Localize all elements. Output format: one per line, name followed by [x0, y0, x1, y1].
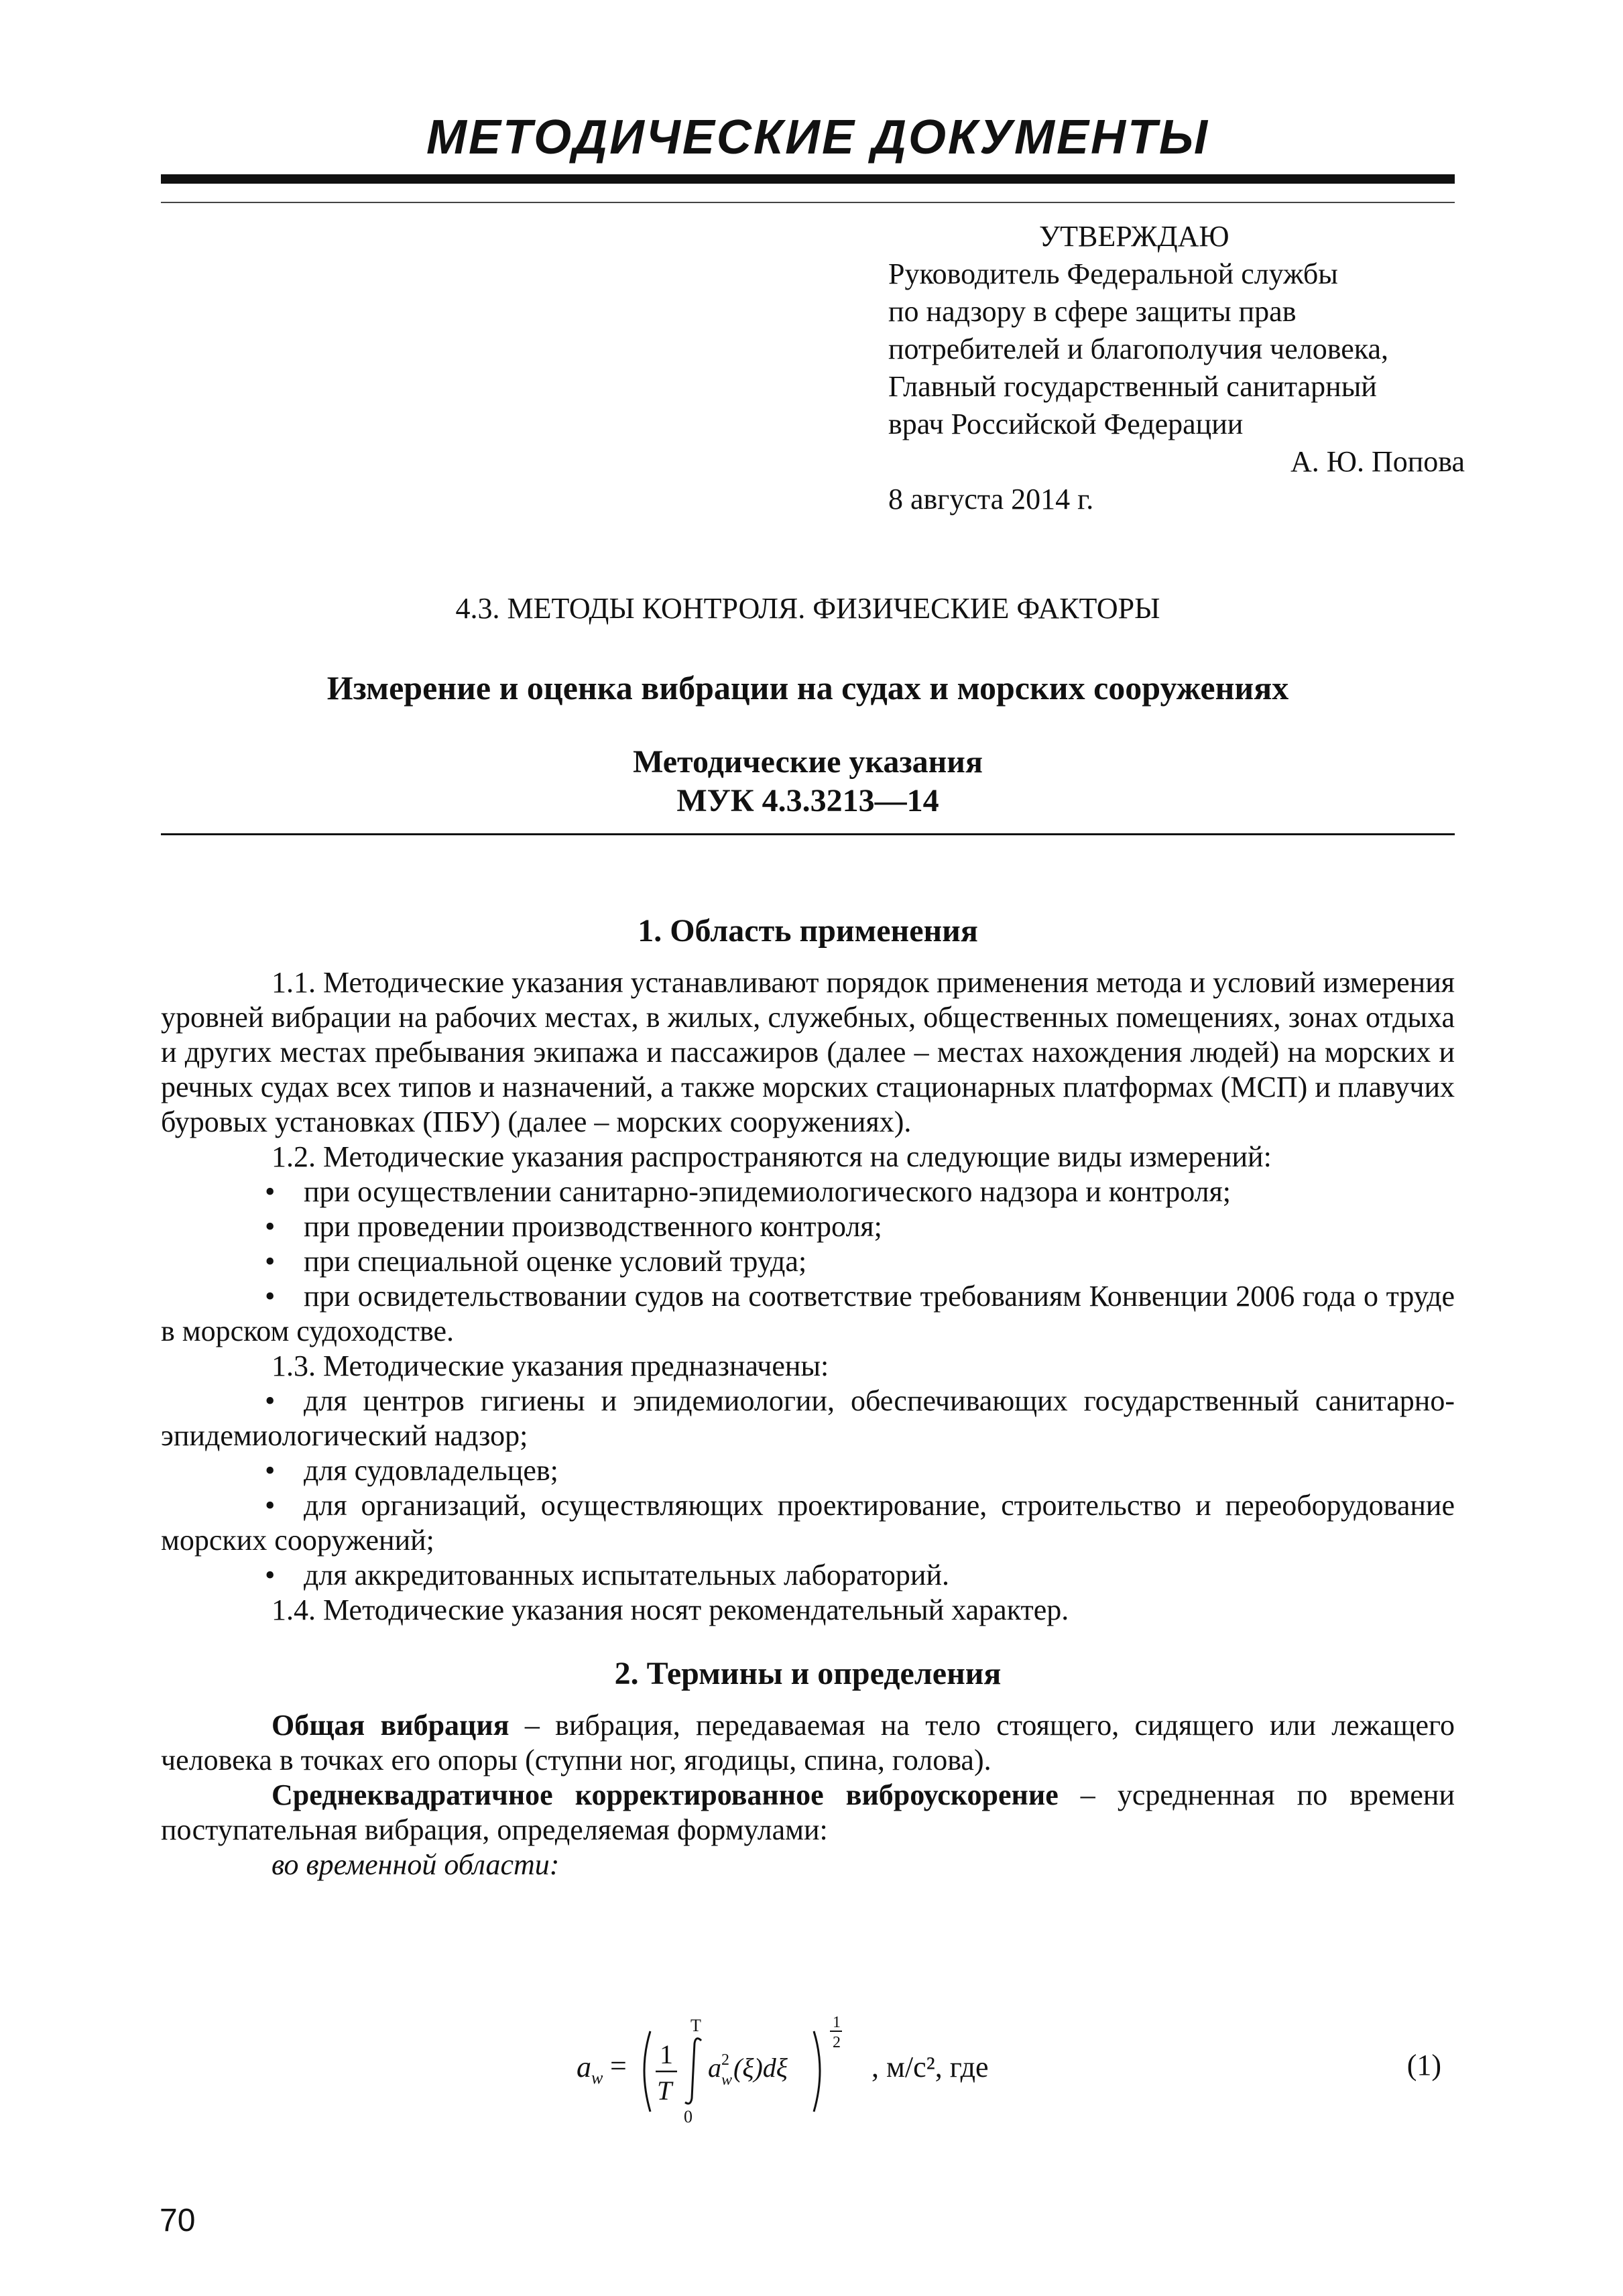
formula-lhs: a [577, 2051, 591, 2083]
header-rule-thin [161, 202, 1455, 203]
paragraph-1-4: 1.4. Методические указания носят рекомендательный характер. [272, 1593, 1069, 1626]
document-code: МУК 4.3.3213—14 [676, 783, 939, 819]
integrand-argument: (ξ)dξ [733, 2053, 788, 2083]
fraction-denominator: T [657, 2075, 672, 2106]
integral-sign [685, 2039, 701, 2104]
approval-line: Главный государственный санитарный [888, 370, 1377, 403]
formula-1 [577, 2011, 1455, 2132]
document-title: Измерение и оценка вибрации на судах и морских сооружениях [326, 669, 1289, 707]
header-rule-thick [161, 174, 1455, 184]
document-type: Методические указания [633, 744, 983, 780]
left-parenthesis [644, 2031, 650, 2112]
list-item: • для аккредитованных испытательных лабораторий. [161, 1558, 1455, 1593]
formula-units: , м/с², где [871, 2051, 989, 2083]
list-item: • для центров гигиены и эпидемиологии, обеспечивающих государственный санитарно-эпидемиологический надзор; [161, 1384, 1455, 1453]
formula-expression [577, 2011, 871, 2132]
approval-heading: УТВЕРЖДАЮ [1039, 220, 1229, 253]
approval-date: 8 августа 2014 г. [888, 483, 1094, 516]
definition-rms-acceleration [161, 1778, 1455, 1848]
list-item: • для организаций, осуществляющих проектирование, строительство и переоборудование морских сооружений; [161, 1488, 1455, 1558]
definition-general-vibration [161, 1708, 1455, 1778]
section-code: 4.3. МЕТОДЫ КОНТРОЛЯ. ФИЗИЧЕСКИЕ ФАКТОРЫ [455, 592, 1160, 625]
document-subtitle [161, 743, 1455, 821]
exponent-numerator: 1 [833, 2014, 841, 2031]
approval-line: Руководитель Федеральной службы [888, 257, 1338, 290]
section-2-heading: 2. Термины и определения [614, 1656, 1002, 1691]
approval-block [888, 218, 1465, 518]
list-item: • при специальной оценке условий труда; [161, 1244, 1455, 1279]
list-item: • при осуществлении санитарно-эпидемиологического надзора и контроля; [161, 1174, 1455, 1209]
approval-line: по надзору в сфере защиты прав [888, 295, 1297, 328]
journal-section-header: МЕТОДИЧЕСКИЕ ДОКУМЕНТЫ [426, 111, 1209, 164]
definition-text: – вибрация, передаваемая на тело стоящего, сидящего или лежащего человека в точках его опоры (ступни ног, ягодицы, спина, голова). [161, 1709, 1455, 1776]
section-gap [161, 1628, 1455, 1654]
list-item: • при освидетельствовании судов на соответствие требованиям Конвенции 2006 года о труде в морском судоходстве. [161, 1279, 1455, 1349]
integrand: a [708, 2053, 721, 2083]
integrand-subscript: w [721, 2071, 733, 2089]
term-general-vibration: Общая вибрация [272, 1709, 509, 1742]
integral-lower-limit: 0 [684, 2107, 693, 2126]
section-1-heading: 1. Область применения [638, 913, 978, 949]
fraction-numerator: 1 [660, 2039, 673, 2069]
exponent-denominator: 2 [833, 2034, 841, 2051]
list-item: • для судовладельцев; [161, 1453, 1455, 1488]
page-number: 70 [160, 2203, 196, 2238]
paragraph-1-2: 1.2. Методические указания распространяются на следующие виды измерений: [272, 1140, 1272, 1173]
formula-lhs-subscript: w [591, 2068, 603, 2088]
formula-equals: = [610, 2049, 627, 2082]
time-domain-label: во временной области: [272, 1848, 560, 1881]
paragraph-1-1: 1.1. Методические указания устанавливают порядок применения метода и условий измерения уровней вибрации на рабочих местах, в жилых, служебных, общественных помещениях, зонах отдыха и других местах пребывания экипажа и пассажиров (далее – местах нахождения людей) на морских и речных судах всех типов и назначений, а также морских стационарных платформах (МСП) и плавучих буровых установках (ПБУ) (далее – морских сооружениях). [161, 966, 1455, 1138]
approval-signer: А. Ю. Попова [1290, 445, 1465, 478]
paragraph-1-3: 1.3. Методические указания предназначены: [272, 1349, 829, 1382]
integral-upper-limit: T [690, 2016, 701, 2035]
document-body [161, 912, 1455, 1882]
formula-number: (1) [1406, 2049, 1441, 2081]
approval-line: потребителей и благополучия человека, [888, 333, 1389, 365]
approval-line: врач Российской Федерации [888, 408, 1244, 440]
definition-text: – усредненная по времени поступательная вибрация, определяемая формулами: [161, 1778, 1455, 1846]
term-rms-acceleration: Среднеквадратичное корректированное виброускорение [272, 1778, 1059, 1811]
title-divider [161, 833, 1455, 835]
list-item: • при проведении производственного контроля; [161, 1209, 1455, 1244]
right-parenthesis [814, 2031, 820, 2112]
integrand-superscript: 2 [721, 2051, 729, 2069]
